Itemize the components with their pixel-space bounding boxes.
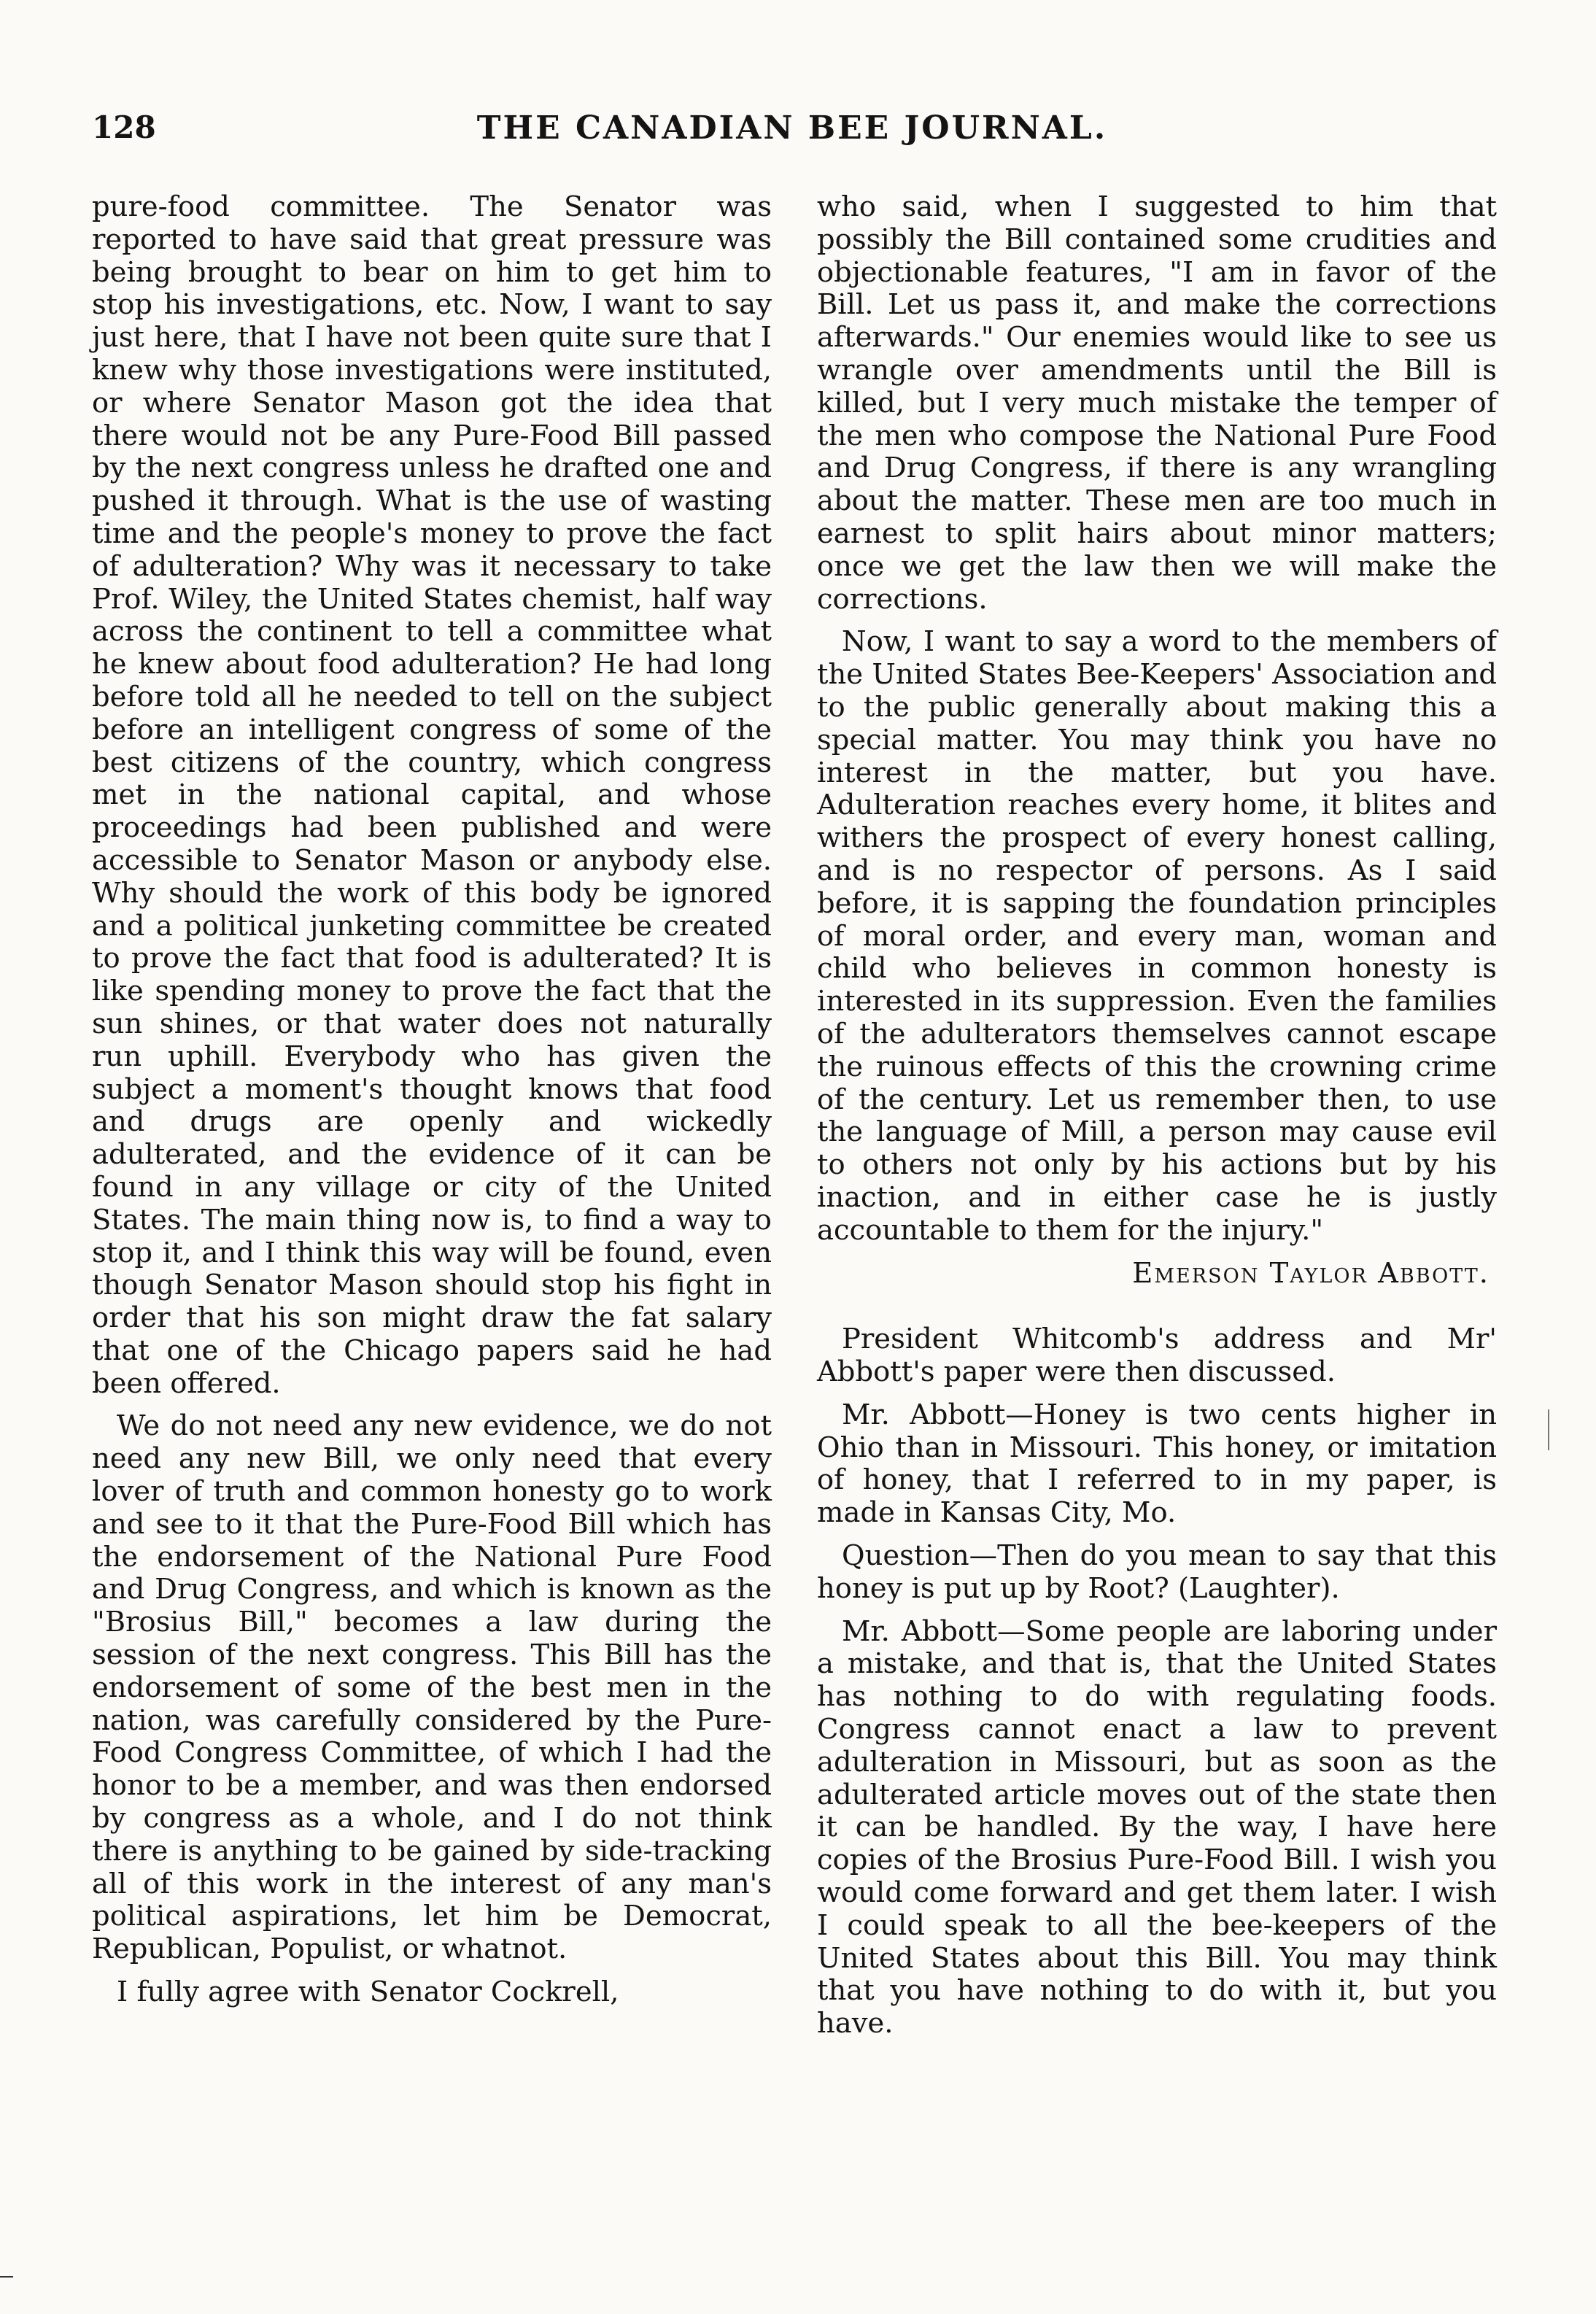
- paragraph: I fully agree with Senator Cockrell,: [117, 1976, 619, 2009]
- paragraph: We do not need any new evidence, we do not need any new Bill, we only need that every lover of truth and common honesty go to work and see to it that the Pure-Food Bill which has the endorsement of the National Pure Food and Drug Congress, and which is known as the "Brosius Bill," becomes a law during the session of the next congress. This Bill has the endorsement of some of the best men in the nation, was carefully considered by the Pure-Food Congress Committee, of which I had the honor to be a member, and was then endorsed by congress as a whole, and I do not think there is anything to be gained by side-tracking all of this work in the interest of any man's political aspirations, let him be Democrat, Republican, Populist, or whatnot.: [92, 1409, 772, 1966]
- paragraph: Question—Then do you mean to say that this honey is put up by Root? (Laughter).: [817, 1539, 1497, 1605]
- paragraph: Now, I want to say a word to the members of the United States Bee-Keepers' Association and to the public generally about making this a special matter. You may think you have no interest in the matter, but you have. Adulteration reaches every home, it blites and withers the prospect of every honest calling, and is no respector of persons. As I said before, it is sapping the foundation principles of moral order, and every man, woman and child who believes in common honesty is interested in its suppression. Even the families of the adulterators themselves cannot escape the ruinous effects of this the crowning crime of the century. Let us remember then, to use the language of Mill, a person may cause evil to others not only by his actions but by his inaction, and in either case he is justly accountable to them for the injury.": [817, 625, 1497, 1247]
- page-header: [92, 109, 1492, 168]
- journal-title: THE CANADIAN BEE JOURNAL.: [476, 109, 1108, 147]
- paragraph: President Whitcomb's address and Mr' Abbott's paper were then discussed.: [817, 1323, 1497, 1389]
- bottom-rule: [0, 2276, 13, 2278]
- paragraph: pure-food committee. The Senator was reported to have said that great pressure was being brought to bear on him to get him to stop his investigations, etc. Now, I want to say just here, that I have not been quite sure that I knew why those investigations were instituted, or where Senator Mason got the idea that there would not be any Pure-Food Bill passed by the next congress unless he drafted one and pushed it through. What is the use of wasting time and the people's money to prove the fact of adulteration? Why was it necessary to take Prof. Wiley, the United States chemist, half way across the continent to tell a committee what he knew about food adulteration? He had long before told all he needed to tell on the subject before an intelligent congress of some of the best citizens of the country, which congress met in the national capital, and whose proceedings had been published and were accessible to Senator Mason or anybody else. Why should the work of this body be ignored and a political junketing committee be created to prove the fact that food is adulterated? It is like spending money to prove the fact that the sun shines, or that water does not naturally run uphill. Everybody who has given the subject a moment's thought knows that food and drugs are openly and wickedly adulterated, and the evidence of it can be found in any village or city of the United States. The main thing now is, to find a way to stop it, and I think this way will be found, even though Senator Mason should stop his fight in order that his son might draw the fat salary that one of the Chicago papers said he had been offered.: [92, 190, 772, 1400]
- page-number: 128: [92, 109, 156, 145]
- paragraph: Mr. Abbott—Some people are laboring under a mistake, and that is, that the United States has nothing to do with regulating foods. Congress cannot enact a law to prevent adulteration in Missouri, but as soon as the adulterated article moves out of the state then it can be handled. By the way, I have here copies of the Brosius Pure-Food Bill. I wish you would come forward and get them later. I wish I could speak to all the bee-keepers of the United States about this Bill. You may think that you have nothing to do with it, but you have.: [817, 1614, 1497, 2040]
- left-column: [92, 191, 772, 2019]
- right-column: [817, 191, 1497, 2051]
- paragraph: who said, when I suggested to him that possibly the Bill contained some crudities and objectionable features, "I am in favor of the Bill. Let us pass it, and make the corrections afterwards." Our enemies would like to see us wrangle over amendments until the Bill is killed, but I very much mistake the temper of the men who compose the National Pure Food and Drug Congress, if there is any wrangling about the matter. These men are too much in earnest to split hairs about minor matters; once we get the law then we will make the corrections.: [817, 190, 1497, 616]
- author-signature: Emerson Taylor Abbott.: [1132, 1256, 1490, 1290]
- margin-mark: [1548, 1409, 1549, 1450]
- paragraph: Mr. Abbott—Honey is two cents higher in Ohio than in Missouri. This honey, or imitation of honey, that I referred to in my paper, is made in Kansas City, Mo.: [817, 1398, 1497, 1530]
